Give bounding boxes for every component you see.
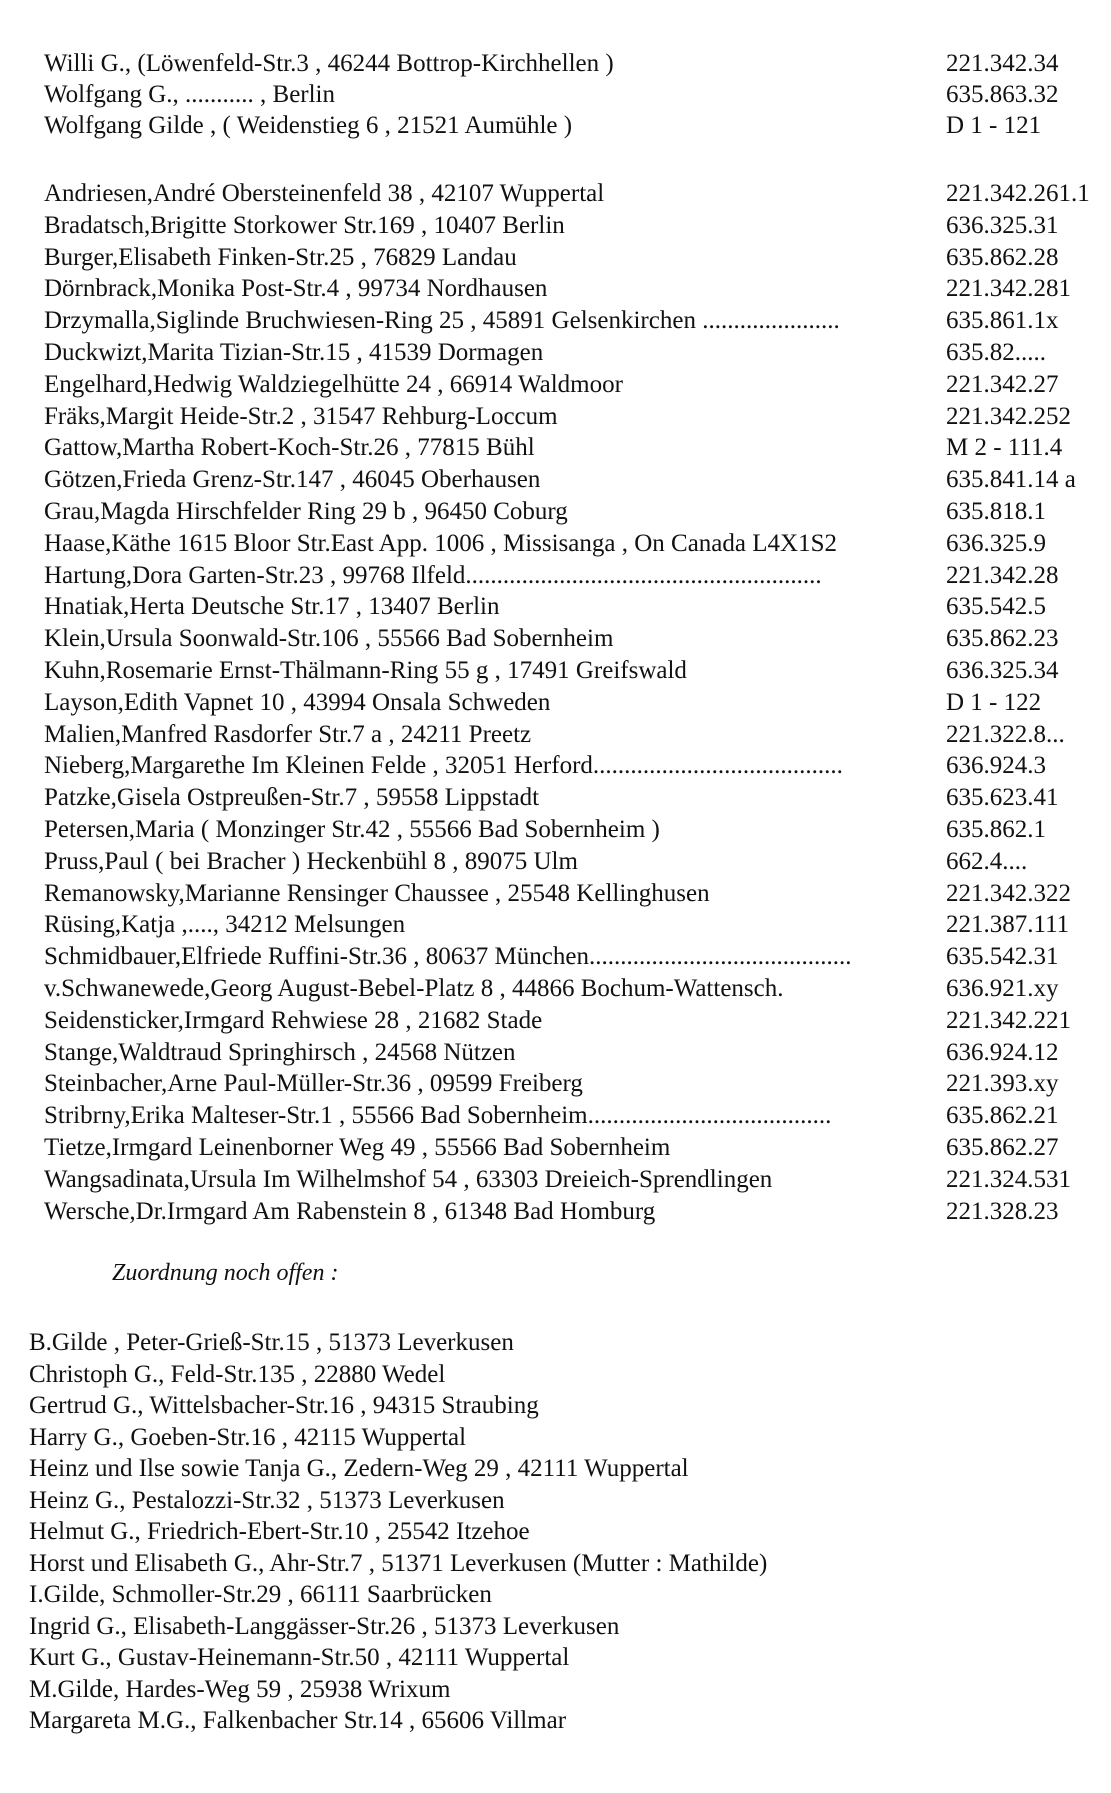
open-entry-text: Horst und Elisabeth G., Ahr-Str.7 , 51371 Leverkusen (Mutter : Mathilde) bbox=[29, 1549, 768, 1577]
entry-name-address: v.Schwanewede,Georg August-Bebel-Platz 8 , 44866 Bochum-Wattensch. bbox=[44, 974, 784, 1002]
open-entry-text: Heinz und Ilse sowie Tanja G., Zedern-Weg 29 , 42111 Wuppertal bbox=[29, 1455, 689, 1482]
entry-code: 662.4.... bbox=[946, 847, 1028, 875]
entry-name-address: Nieberg,Margarethe Im Kleinen Felde , 32051 Herford........................................ bbox=[44, 752, 843, 780]
list-item bbox=[0, 1390, 1111, 1422]
list-item bbox=[0, 1132, 1111, 1164]
open-entry-text: Ingrid G., Elisabeth-Langgässer-Str.26 , 51373 Leverkusen bbox=[29, 1612, 620, 1640]
open-assignment-heading: Zuordnung noch offen : bbox=[112, 1260, 339, 1286]
list-item bbox=[0, 655, 1111, 687]
entry-name-address: Drzymalla,Siglinde Bruchwiesen-Ring 25 , 45891 Gelsenkirchen ...................... bbox=[44, 307, 840, 335]
list-item bbox=[0, 178, 1111, 210]
list-item bbox=[0, 941, 1111, 973]
list-item bbox=[0, 48, 1111, 79]
entry-name-address: Klein,Ursula Soonwald-Str.106 , 55566 Bad Sobernheim bbox=[44, 625, 614, 653]
entry-name-address: Gattow,Martha Robert-Koch-Str.26 , 77815 Bühl bbox=[44, 434, 535, 462]
list-item bbox=[0, 273, 1111, 305]
entry-name-address: Rüsing,Katja ,...., 34212 Melsungen bbox=[44, 911, 406, 939]
entry-code: 221.393.xy bbox=[946, 1070, 1059, 1098]
entry-code: 636.325.34 bbox=[946, 656, 1059, 684]
entry-code: 636.921.xy bbox=[946, 974, 1059, 1002]
entry-name-address: Schmidbauer,Elfriede Ruffini-Str.36 , 80637 München.......................................... bbox=[44, 943, 852, 971]
list-item bbox=[0, 1453, 1111, 1485]
list-item bbox=[0, 210, 1111, 242]
entry-name-address: Stange,Waldtraud Springhirsch , 24568 Nützen bbox=[44, 1038, 516, 1066]
list-item bbox=[0, 79, 1111, 110]
list-item bbox=[0, 814, 1111, 846]
list-item bbox=[0, 305, 1111, 337]
entry-code: 635.818.1 bbox=[946, 497, 1046, 525]
list-item bbox=[0, 1674, 1111, 1706]
list-item bbox=[0, 1485, 1111, 1517]
list-item bbox=[0, 560, 1111, 592]
entry-code: 221.342.252 bbox=[946, 402, 1071, 430]
list-item bbox=[0, 1359, 1111, 1391]
entry-name-address: Götzen,Frieda Grenz-Str.147 , 46045 Oberhausen bbox=[44, 466, 541, 494]
entry-name-address: Petersen,Maria ( Monzinger Str.42 , 55566 Bad Sobernheim ) bbox=[44, 815, 660, 843]
entry-name-address: Burger,Elisabeth Finken-Str.25 , 76829 Landau bbox=[44, 243, 517, 271]
entry-name-address: Wersche,Dr.Irmgard Am Rabenstein 8 , 61348 Bad Homburg bbox=[44, 1197, 656, 1225]
list-item bbox=[0, 750, 1111, 782]
entry-name-address: Fräks,Margit Heide-Str.2 , 31547 Rehburg-Loccum bbox=[44, 402, 558, 430]
entry-code: 635.82..... bbox=[946, 338, 1046, 366]
entry-name-address: Bradatsch,Brigitte Storkower Str.169 , 10407 Berlin bbox=[44, 211, 565, 239]
list-item bbox=[0, 878, 1111, 910]
list-item bbox=[0, 1068, 1111, 1100]
entry-code: 635.862.27 bbox=[946, 1133, 1059, 1161]
entry-code: 221.342.34 bbox=[946, 50, 1059, 77]
list-item bbox=[0, 1005, 1111, 1037]
list-item bbox=[0, 1611, 1111, 1643]
entry-code: 636.325.31 bbox=[946, 211, 1059, 239]
open-entry-text: Heinz G., Pestalozzi-Str.32 , 51373 Leverkusen bbox=[29, 1486, 505, 1514]
list-item bbox=[0, 973, 1111, 1005]
entry-code: 636.924.12 bbox=[946, 1038, 1059, 1066]
entry-name-address: Kuhn,Rosemarie Ernst-Thälmann-Ring 55 g , 17491 Greifswald bbox=[44, 656, 687, 684]
entry-code: 221.324.531 bbox=[946, 1165, 1071, 1193]
list-item bbox=[0, 464, 1111, 496]
list-item bbox=[0, 1327, 1111, 1359]
entry-code: D 1 - 122 bbox=[946, 688, 1042, 716]
list-item bbox=[0, 1579, 1111, 1611]
entry-code: 636.924.3 bbox=[946, 752, 1046, 780]
list-item bbox=[0, 432, 1111, 464]
entry-name-address: Steinbacher,Arne Paul-Müller-Str.36 , 09599 Freiberg bbox=[44, 1070, 583, 1098]
list-item bbox=[0, 846, 1111, 878]
entry-name-address: Willi G., (Löwenfeld-Str.3 , 46244 Bottrop-Kirchhellen ) bbox=[44, 50, 614, 77]
open-entry-list bbox=[0, 1327, 1111, 1737]
entry-name-address: Wangsadinata,Ursula Im Wilhelmshof 54 , 63303 Dreieich-Sprendlingen bbox=[44, 1165, 773, 1193]
list-item bbox=[0, 242, 1111, 274]
entry-name-address: Wolfgang G., ........... , Berlin bbox=[44, 81, 336, 108]
list-item bbox=[0, 719, 1111, 751]
open-entry-text: B.Gilde , Peter-Grieß-Str.15 , 51373 Leverkusen bbox=[29, 1329, 514, 1356]
list-item bbox=[0, 591, 1111, 623]
open-entry-text: M.Gilde, Hardes-Weg 59 , 25938 Wrixum bbox=[29, 1675, 451, 1703]
entry-name-address: Layson,Edith Vapnet 10 , 43994 Onsala Schweden bbox=[44, 688, 551, 716]
entry-code: 221.342.27 bbox=[946, 370, 1059, 398]
list-item bbox=[0, 1516, 1111, 1548]
list-item bbox=[0, 110, 1111, 141]
entry-code: 635.863.32 bbox=[946, 81, 1059, 108]
entry-name-address: Tietze,Irmgard Leinenborner Weg 49 , 55566 Bad Sobernheim bbox=[44, 1133, 671, 1161]
entry-code: 635.862.21 bbox=[946, 1102, 1059, 1130]
list-item bbox=[0, 1705, 1111, 1737]
entry-code: 635.862.1 bbox=[946, 815, 1046, 843]
entry-code: 221.342.322 bbox=[946, 879, 1071, 907]
list-item bbox=[0, 1037, 1111, 1069]
open-entry-text: Margareta M.G., Falkenbacher Str.14 , 65606 Villmar bbox=[29, 1707, 567, 1734]
list-item bbox=[0, 1548, 1111, 1580]
list-item bbox=[0, 1100, 1111, 1132]
entry-name-address: Engelhard,Hedwig Waldziegelhütte 24 , 66914 Waldmoor bbox=[44, 370, 623, 398]
list-item bbox=[0, 1196, 1111, 1228]
entry-name-address: Malien,Manfred Rasdorfer Str.7 a , 24211 Preetz bbox=[44, 720, 532, 748]
entry-name-address: Dörnbrack,Monika Post-Str.4 , 99734 Nordhausen bbox=[44, 275, 548, 303]
list-item bbox=[0, 528, 1111, 560]
entry-name-address: Grau,Magda Hirschfelder Ring 29 b , 96450 Coburg bbox=[44, 497, 568, 525]
entry-code: 635.862.28 bbox=[946, 243, 1059, 271]
entry-name-address: Wolfgang Gilde , ( Weidenstieg 6 , 21521 Aumühle ) bbox=[44, 112, 573, 139]
list-item bbox=[0, 1422, 1111, 1454]
list-item bbox=[0, 687, 1111, 719]
entry-code: 635.623.41 bbox=[946, 784, 1059, 812]
entry-name-address: Duckwizt,Marita Tizian-Str.15 , 41539 Dormagen bbox=[44, 338, 544, 366]
header-entry-list bbox=[0, 48, 1111, 141]
entry-name-address: Seidensticker,Irmgard Rehwiese 28 , 21682 Stade bbox=[44, 1006, 543, 1034]
list-item bbox=[0, 369, 1111, 401]
list-item bbox=[0, 1642, 1111, 1674]
list-item bbox=[0, 496, 1111, 528]
list-item bbox=[0, 337, 1111, 369]
open-entry-text: Christoph G., Feld-Str.135 , 22880 Wedel bbox=[29, 1360, 446, 1388]
entry-code: 221.342.261.1 bbox=[946, 180, 1090, 207]
entry-name-address: Haase,Käthe 1615 Bloor Str.East App. 1006 , Missisanga , On Canada L4X1S2 bbox=[44, 529, 837, 557]
entry-code: M 2 - 111.4 bbox=[946, 434, 1063, 462]
entry-name-address: Hnatiak,Herta Deutsche Str.17 , 13407 Berlin bbox=[44, 593, 500, 621]
entry-code: 221.387.111 bbox=[946, 911, 1070, 939]
open-entry-text: Helmut G., Friedrich-Ebert-Str.10 , 25542 Itzehoe bbox=[29, 1518, 530, 1545]
entry-name-address: Patzke,Gisela Ostpreußen-Str.7 , 59558 Lippstadt bbox=[44, 784, 540, 812]
entry-name-address: Pruss,Paul ( bei Bracher ) Heckenbühl 8 , 89075 Ulm bbox=[44, 847, 578, 875]
entry-code: 635.862.23 bbox=[946, 625, 1059, 653]
open-entry-text: Kurt G., Gustav-Heinemann-Str.50 , 42111 Wuppertal bbox=[29, 1644, 570, 1671]
entry-code: 636.325.9 bbox=[946, 529, 1046, 557]
entry-code: 635.542.31 bbox=[946, 943, 1059, 971]
entry-code: D 1 - 121 bbox=[946, 112, 1042, 139]
entry-code: 221.328.23 bbox=[946, 1197, 1059, 1225]
entry-name-address: Stribrny,Erika Malteser-Str.1 , 55566 Bad Sobernheim....................................... bbox=[44, 1102, 832, 1130]
address-entry-list bbox=[0, 178, 1111, 1227]
entry-name-address: Remanowsky,Marianne Rensinger Chaussee , 25548 Kellinghusen bbox=[44, 879, 710, 907]
entry-code: 635.841.14 a bbox=[946, 466, 1076, 494]
list-item bbox=[0, 782, 1111, 814]
list-item bbox=[0, 401, 1111, 433]
open-entry-text: I.Gilde, Schmoller-Str.29 , 66111 Saarbrücken bbox=[29, 1581, 492, 1608]
entry-name-address: Andriesen,André Obersteinenfeld 38 , 42107 Wuppertal bbox=[44, 180, 605, 207]
list-item bbox=[0, 909, 1111, 941]
entry-name-address: Hartung,Dora Garten-Str.23 , 99768 Ilfeld......................................................... bbox=[44, 561, 822, 589]
open-entry-text: Harry G., Goeben-Str.16 , 42115 Wuppertal bbox=[29, 1423, 467, 1451]
entry-code: 221.342.221 bbox=[946, 1006, 1071, 1034]
open-entry-text: Gertrud G., Wittelsbacher-Str.16 , 94315 Straubing bbox=[29, 1392, 539, 1419]
entry-code: 221.342.281 bbox=[946, 275, 1071, 303]
list-item bbox=[0, 623, 1111, 655]
entry-code: 221.342.28 bbox=[946, 561, 1059, 589]
entry-code: 635.861.1x bbox=[946, 307, 1059, 335]
entry-code: 635.542.5 bbox=[946, 593, 1046, 621]
list-item bbox=[0, 1164, 1111, 1196]
entry-code: 221.322.8... bbox=[946, 720, 1065, 748]
